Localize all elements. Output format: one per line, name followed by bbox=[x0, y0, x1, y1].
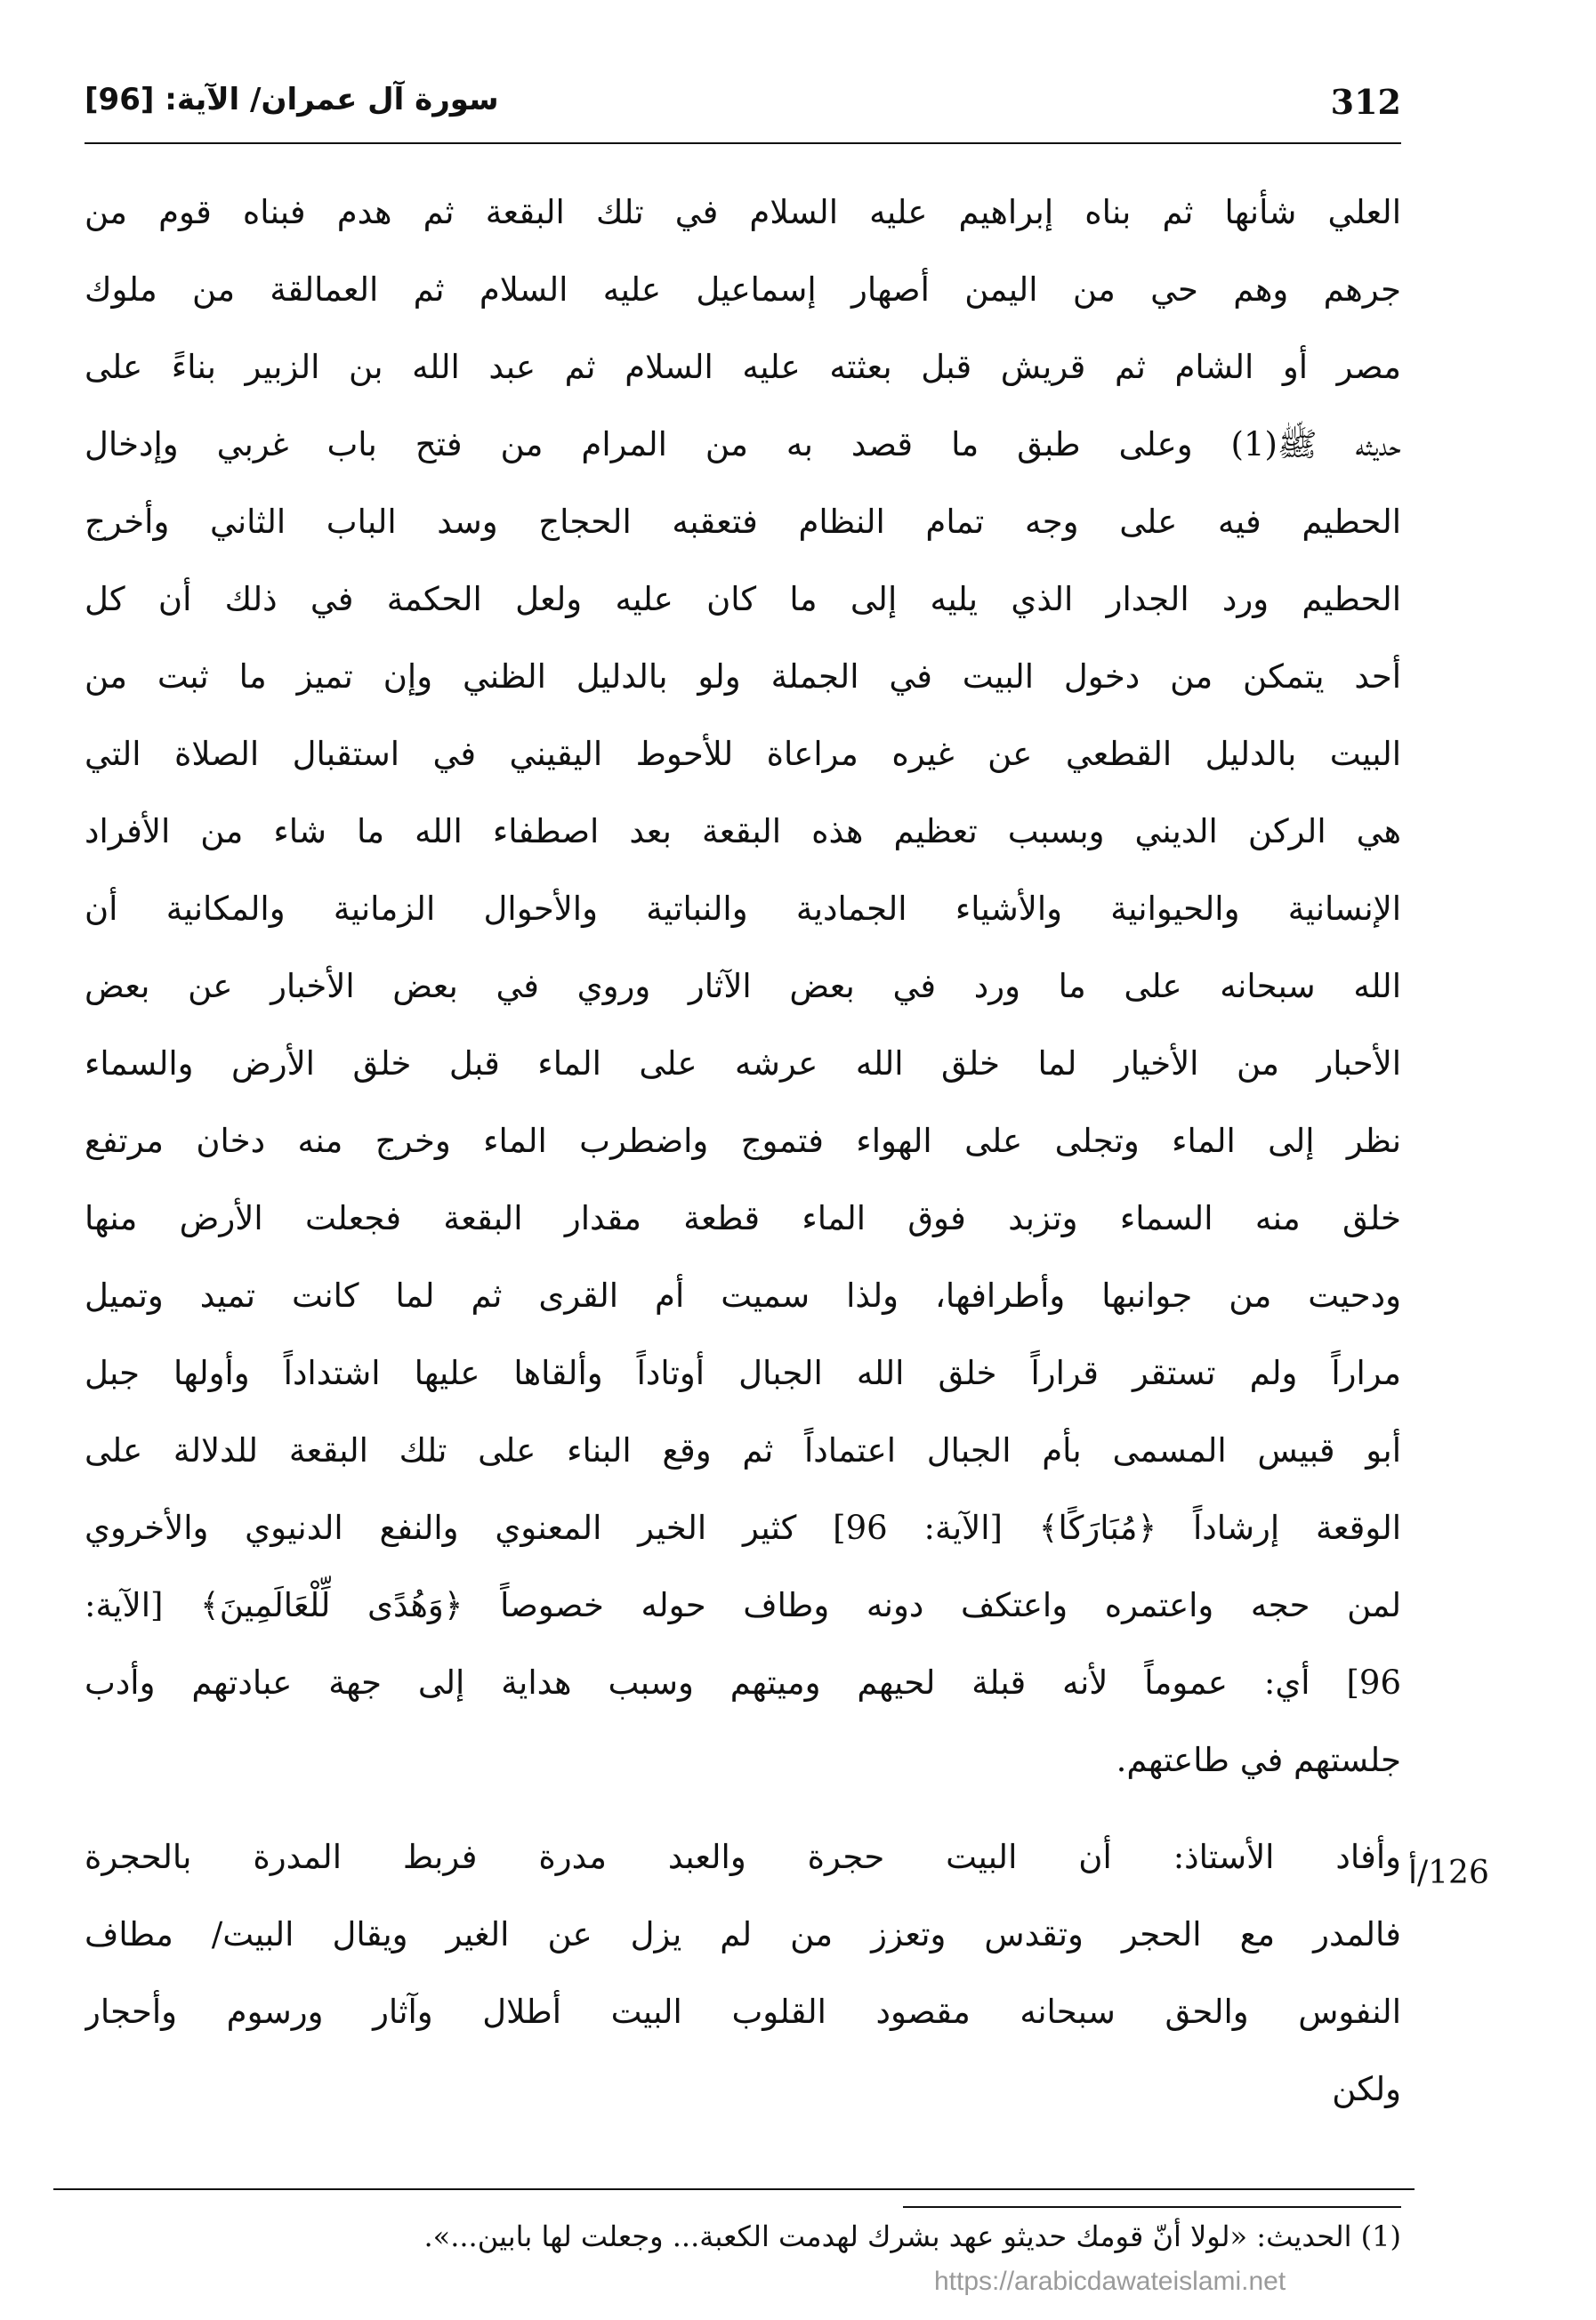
text-line: مصر أو الشام ثم قريش قبل بعثته عليه السلام ثم عبد الله بن الزبير بناءً على bbox=[85, 348, 1401, 386]
page-header bbox=[85, 82, 1401, 135]
text-line: أحد يتمكن من دخول البيت في الجملة ولو بالدليل الظني وإن تميز ما ثبت من bbox=[85, 657, 1401, 696]
text-line: فالمدر مع الحجر وتقدس وتعزز من لم يزل عن الغير ويقال البيت/ مطاف bbox=[85, 1915, 1401, 1953]
text-line: خلق منه السماء وتزبد فوق الماء قطعة مقدار البقعة فجعلت الأرض منها bbox=[85, 1199, 1401, 1237]
main-text bbox=[85, 173, 1401, 2128]
text-line: لمن حجه واعتمره واعتكف دونه وطاف حوله خصوصاً ﴿وَهُدًى لِّلْعَالَمِينَ﴾ [الآية: bbox=[85, 1586, 1401, 1624]
page-number: 312 bbox=[1330, 82, 1401, 122]
running-title: سورة آل عمران/ الآية: [96] bbox=[85, 82, 499, 117]
text-line: النفوس والحق سبحانه مقصود القلوب البيت أطلال وآثار ورسوم وأحجار bbox=[85, 1993, 1401, 2031]
text-line: البيت بالدليل القطعي عن غيره مراعاة للأحوط اليقيني في استقبال الصلاة التي bbox=[85, 735, 1401, 773]
text-line: الوقعة إرشاداً ﴿مُبَارَكًا﴾ [الآية: 96] كثير الخير المعنوي والنفع الدنيوي والأخروي bbox=[85, 1509, 1401, 1547]
paragraph-gap bbox=[85, 1799, 1401, 1818]
text-line: نظر إلى الماء وتجلى على الهواء فتموج واضطرب الماء وخرج منه دخان مرتفع bbox=[85, 1122, 1401, 1160]
text-line: ودحيت من جوانبها وأطرافها، ولذا سميت أم القرى ثم لما كانت تميد وتميل bbox=[85, 1277, 1401, 1315]
text-line: جرهم وهم حي من اليمن أصهار إسماعيل عليه السلام ثم العمالقة من ملوك bbox=[85, 270, 1401, 309]
text-line: الإنسانية والحيوانية والأشياء الجمادية والنباتية والأحوال الزمانية والمكانية أن bbox=[85, 890, 1401, 928]
text-line: ولكن bbox=[1332, 2070, 1401, 2108]
text-end-rule bbox=[53, 2188, 1415, 2190]
text-line: العلي شأنها ثم بناه إبراهيم عليه السلام في تلك البقعة ثم هدم فبناه قوم من bbox=[85, 193, 1401, 231]
text-line: وأفاد الأستاذ: أن البيت حجرة والعبد مدرة فربط المدرة بالحجرة bbox=[85, 1838, 1401, 1876]
text-line: حديثه ﷺ(1) وعلى طبق ما قصد به من المرام من فتح باب غربي وإدخال bbox=[85, 425, 1401, 463]
manuscript-folio-note: 126/أ bbox=[1408, 1855, 1489, 1891]
text-line: الحطيم فيه على وجه تمام النظام فتعقبه الحجاج وسد الباب الثاني وأخرج bbox=[85, 503, 1401, 541]
text-line: أبو قبيس المسمى بأم الجبال اعتماداً ثم وقع البناء على تلك البقعة للدلالة على bbox=[85, 1431, 1401, 1470]
text-line: الحطيم ورد الجدار الذي يليه إلى ما كان عليه ولعل الحكمة في ذلك أن كل bbox=[85, 580, 1401, 618]
text-line: جلستهم في طاعتهم. bbox=[1116, 1741, 1401, 1779]
text-line: هي الركن الديني وبسبب تعظيم هذه البقعة بعد اصطفاء الله ما شاء من الأفراد bbox=[85, 812, 1401, 850]
text-line: 96] أي: عموماً لأنه قبلة لحيهم وميتهم وسبب هداية إلى جهة عبادتهم وأدب bbox=[85, 1663, 1401, 1702]
text-line: مراراً ولم تستقر قراراً خلق الله الجبال أوتاداً وألقاها عليها اشتداداً وأولها جبل bbox=[85, 1354, 1401, 1392]
text-line: الأحبار من الأخيار لما خلق الله عرشه على الماء قبل خلق الأرض والسماء bbox=[85, 1044, 1401, 1083]
footnote-rule bbox=[903, 2206, 1401, 2208]
footnote: (1) الحديث: «لولا أنّ قومك حديثو عهد بشرك لهدمت الكعبة... وجعلت لها بابين...». bbox=[423, 2219, 1401, 2253]
text-line: الله سبحانه على ما ورد في بعض الآثار وروي في بعض الأخبار عن بعض bbox=[85, 967, 1401, 1005]
header-rule bbox=[85, 142, 1401, 144]
watermark: https://arabicdawateislami.net bbox=[934, 2267, 1286, 2296]
